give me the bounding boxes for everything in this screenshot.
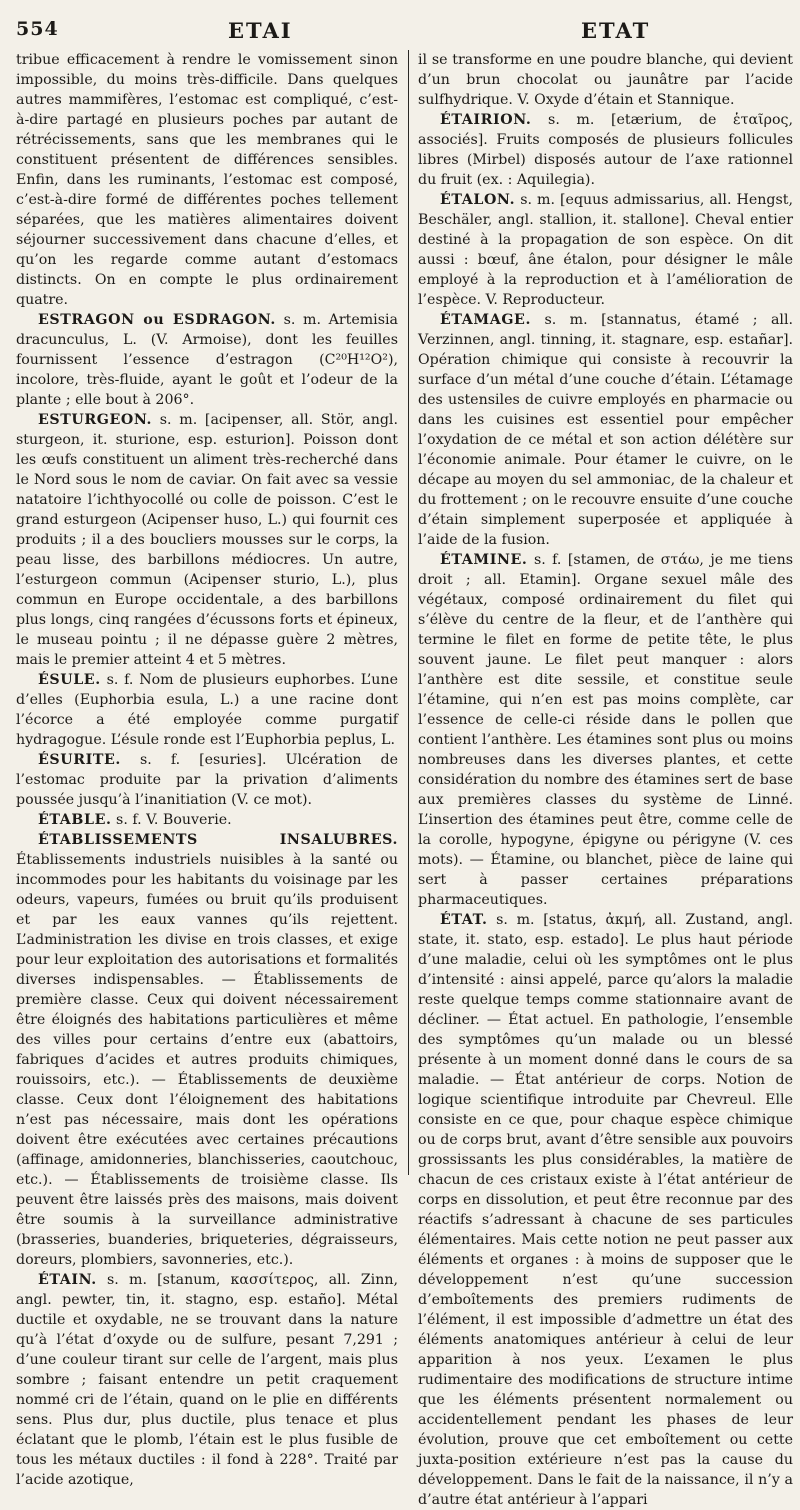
- entry-text: s. m. [stannatus, étamé ; all. Verzinnen, angl. tinning, it. stagnare, esp. estañar]. Opération chimique qui consiste à recouvrir la surface d’un métal d’une couche d’étain. L’étamage des ustensiles de cuivre employés en pharmacie ou dans les cuisines est essentiel pour empêcher l’oxydation de ce métal et son action délétère sur l’économie animale. Pour étamer le cuivre, on le décape au moyen du sel ammoniac, de la chaleur et du frottement ; on le recouvre ensuite d’une couche d’étain simplement superposée et appliquée à l’aide de la fusion.: [418, 312, 793, 548]
- entry-text: s. f. [esuries]. Ulcération de l’estomac produite par la privation d’aliments poussée jusqu’à l’inanitiation (V. ce mot).: [16, 752, 399, 808]
- entry-headword: ÉTAMINE.: [440, 552, 528, 568]
- dictionary-entry: [418, 110, 793, 190]
- entry-headword: ESTRAGON ou ESDRAGON.: [38, 312, 276, 328]
- entry-headword: ÉTABLE.: [38, 812, 112, 828]
- entry-headword: ÉSULE.: [38, 672, 101, 688]
- entry-headword: ÉTAIN.: [38, 1272, 97, 1288]
- column-divider: [408, 50, 409, 1175]
- dictionary-entry: [418, 310, 793, 550]
- dictionary-entry: [16, 1270, 398, 1490]
- dictionary-entry: [16, 810, 398, 830]
- dictionary-entry: [16, 410, 398, 670]
- dictionary-entry: [418, 190, 793, 310]
- dictionary-entry: [16, 830, 398, 1270]
- entry-text: il se transforme en une poudre blanche, qui devient d’un brun chocolat ou jaunâtre par l’acide sulfhydrique. V. Oxyde d’étain et Stannique.: [418, 52, 793, 108]
- entry-text: s. f. V. Bouverie.: [116, 812, 232, 828]
- entry-text: s. f. Nom de plusieurs euphorbes. L’une d’elles (Euphorbia esula, L.) a une racine dont l’écorce a été employée comme purgatif hydragogue. L’ésule ronde est l’Euphorbia peplus, L.: [16, 672, 398, 748]
- entry-headword: ESTURGEON.: [38, 412, 153, 428]
- entry-text: s. m. [etærium, de ἑταῖρος, associés]. Fruits composés de plusieurs follicules libres (Mirbel) disposés autour de l’axe rationnel du fruit (ex. : Aquilegia).: [418, 112, 793, 188]
- entry-text: s. m. [stanum, κασσίτερος, all. Zinn, angl. pewter, tin, it. stagno, esp. estaño]. Métal ductile et oxydable, ne se trouvant dans la nature qu’à l’état d’oxyde ou de sulfure, pesant 7,291 ; d’une couleur tirant sur celle de l’argent, mais plus sombre ; faisant entendre un petit craquement nommé cri de l’étain, quand on le plie en différents sens. Plus dur, plus ductile, plus tenace et plus éclatant que le plomb, l’étain est le plus fusible de tous les métaux ductiles : il fond à 228°. Traité par l’acide azotique,: [16, 1272, 399, 1488]
- entry-text: s. m. [status, ἀκμή, all. Zustand, angl. state, it. stato, esp. estado]. Le plus haut période d’une maladie, celui où les symptômes ont le plus d’intensité : ainsi appelé, parce qu’alors la maladie reste quelque temps comme stationnaire avant de décliner. — État actuel. En pathologie, l’ensemble des symptômes qu’un malade ou un blessé présente à un moment donné dans le cours de sa maladie. — État antérieur de corps. Notion de logique scientifique introduite par Chevreul. Elle consiste en ce que, pour chaque espèce chimique ou de corps brut, avant d’être sensible aux pouvoirs grossissants les plus considérables, la matière de chacun de ces cristaux existe à l’état antérieur de corps en dissolution, et peut être reconnue par des réactifs s’adressant à chacune de ses particules élémentaires. Mais cette notion ne peut passer aux éléments et organes : à moins de supposer que le développement n’est qu’une succession d’emboîtements des premiers rudiments de l’élément, il est impossible d’admettre un état des éléments anatomiques antérieur à celui de leur apparition à nos yeux. L’examen le plus rudimentaire des modifications de structure intime que les éléments présentent normalement ou accidentellement pendant les phases de leur évolution, prouve que cet emboîtement ou cette juxta-position extérieure n’est pas la cause du développement. Dans le fait de la naissance, il n’y a d’autre état antérieur à l’appari: [418, 912, 794, 1508]
- entry-headword: ÉTAT.: [440, 912, 488, 928]
- dictionary-entry: [418, 910, 793, 1510]
- entry-text: s. m. [acipenser, all. Stör, angl. sturgeon, it. sturione, esp. esturion]. Poisson dont les œufs constituent un aliment très-recherché dans le Nord sous le nom de caviar. On fait avec sa vessie natatoire l’ichthyocollé ou colle de poisson. C’est le grand esturgeon (Acipenser huso, L.) qui fournit ces produits ; il a des boucliers mousses sur le corps, la peau lisse, des barbillons médiocres. Un autre, l’esturgeon commun (Acipenser sturio, L.), plus commun en Europe occidentale, a des barbillons plus longs, cinq rangées d’écussons forts et épineux, le museau pointu ; il ne dépasse guère 2 mètres, mais le premier atteint 4 et 5 mètres.: [16, 412, 398, 668]
- left-running-head: ETAI: [228, 18, 293, 43]
- dictionary-entry: [418, 550, 793, 910]
- dictionary-entry: [16, 670, 398, 750]
- entry-text: s. f. [stamen, de στάω, je me tiens droit ; all. Etamin]. Organe sexuel mâle des végétaux, composé ordinairement du filet qui s’élève du centre de la fleur, et de l’anthère qui termine le filet en forme de petite tête, le plus souvent jaune. Le filet peut manquer : alors l’anthère est dite sessile, et constitue seule l’étamine, qui n’en est pas moins complète, car l’essence de celle-ci réside dans le pollen que contient l’anthère. Les étamines sont plus ou moins nombreuses dans les diverses plantes, et cette considération du nombre des étamines sert de base aux premières classes du système de Linné. L’insertion des étamines peut être, comme celle de la corolle, hypogyne, épigyne ou périgyne (V. ces mots). — Étamine, ou blanchet, pièce de laine qui sert à passer certaines préparations pharmaceutiques.: [418, 552, 793, 908]
- left-column: [16, 50, 399, 1488]
- entry-headword: ÉTAIRION.: [440, 112, 532, 128]
- entry-text: tribue efficacement à rendre le vomissement sinon impossible, du moins très-difficile. Dans quelques autres mammifères, l’estomac est compliqué, c’est-à-dire partagé en plusieurs poches par autant de rétrécissements, sans que les membranes qui le constituent présentent de différences sensibles. Enfin, dans les ruminants, l’estomac est composé, c’est-à-dire formé de différentes poches tellement séparées, que les matières alimentaires doivent séjourner successivement dans chacune d’elles, et qu’on les regarde comme autant d’estomacs distincts. On en compte le plus ordinairement quatre.: [16, 52, 398, 308]
- dictionary-entry: [16, 750, 398, 810]
- entry-headword: ÉTAMAGE.: [440, 312, 531, 328]
- dictionary-entry: [418, 50, 793, 110]
- running-header: [16, 18, 788, 44]
- entry-text: s. m. [equus admissarius, all. Hengst, Beschäler, angl. stallion, it. stallone]. Cheval entier destiné à la propagation de son espèce. On dit aussi : bœuf, âne étalon, pour désigner le mâle employé à la reproduction et à l’amélioration de l’espèce. V. Reproducteur.: [418, 192, 793, 308]
- page-number: 554: [16, 18, 59, 40]
- right-running-head: ETAT: [581, 18, 651, 43]
- entry-headword: ÉSURITE.: [38, 752, 121, 768]
- dictionary-entry: [16, 310, 398, 410]
- entry-headword: ÉTALON.: [440, 192, 516, 208]
- entry-headword: ÉTABLISSEMENTS INSALUBRES.: [38, 832, 398, 848]
- dictionary-entry: [16, 50, 398, 310]
- entry-text: Établissements industriels nuisibles à la santé ou incommodes pour les habitants du voisinage par les odeurs, vapeurs, fumées ou bruit qu’ils produisent et par les eaux vannes qu’ils rejettent. L’administration les divise en trois classes, et exige pour leur exploitation des autorisations et formalités diverses indispensables. — Établissements de première classe. Ceux qui doivent nécessairement être éloignés des habitations particulières et même des villes pour certains d’entre eux (abattoirs, fabriques d’acides et autres produits chimiques, rouissoirs, etc.). — Établissements de deuxième classe. Ceux dont l’éloignement des habitations n’est pas nécessaire, mais dont les opérations doivent être exécutées avec certaines précautions (affinage, amidonneries, blanchisseries, caoutchouc, etc.). — Établissements de troisième classe. Ils peuvent être laissés près des maisons, mais doivent être soumis à la surveillance administrative (brasseries, buanderies, briqueteries, dégraisseurs, doreurs, plombiers, savonneries, etc.).: [16, 852, 398, 1268]
- entry-text: s. m. Artemisia dracunculus, L. (V. Armoise), dont les feuilles fournissent l’essence d’estragon (C²⁰H¹²O²), incolore, très-fluide, ayant le goût et l’odeur de la plante ; elle bout à 206°.: [16, 312, 398, 408]
- right-column: [418, 50, 794, 1508]
